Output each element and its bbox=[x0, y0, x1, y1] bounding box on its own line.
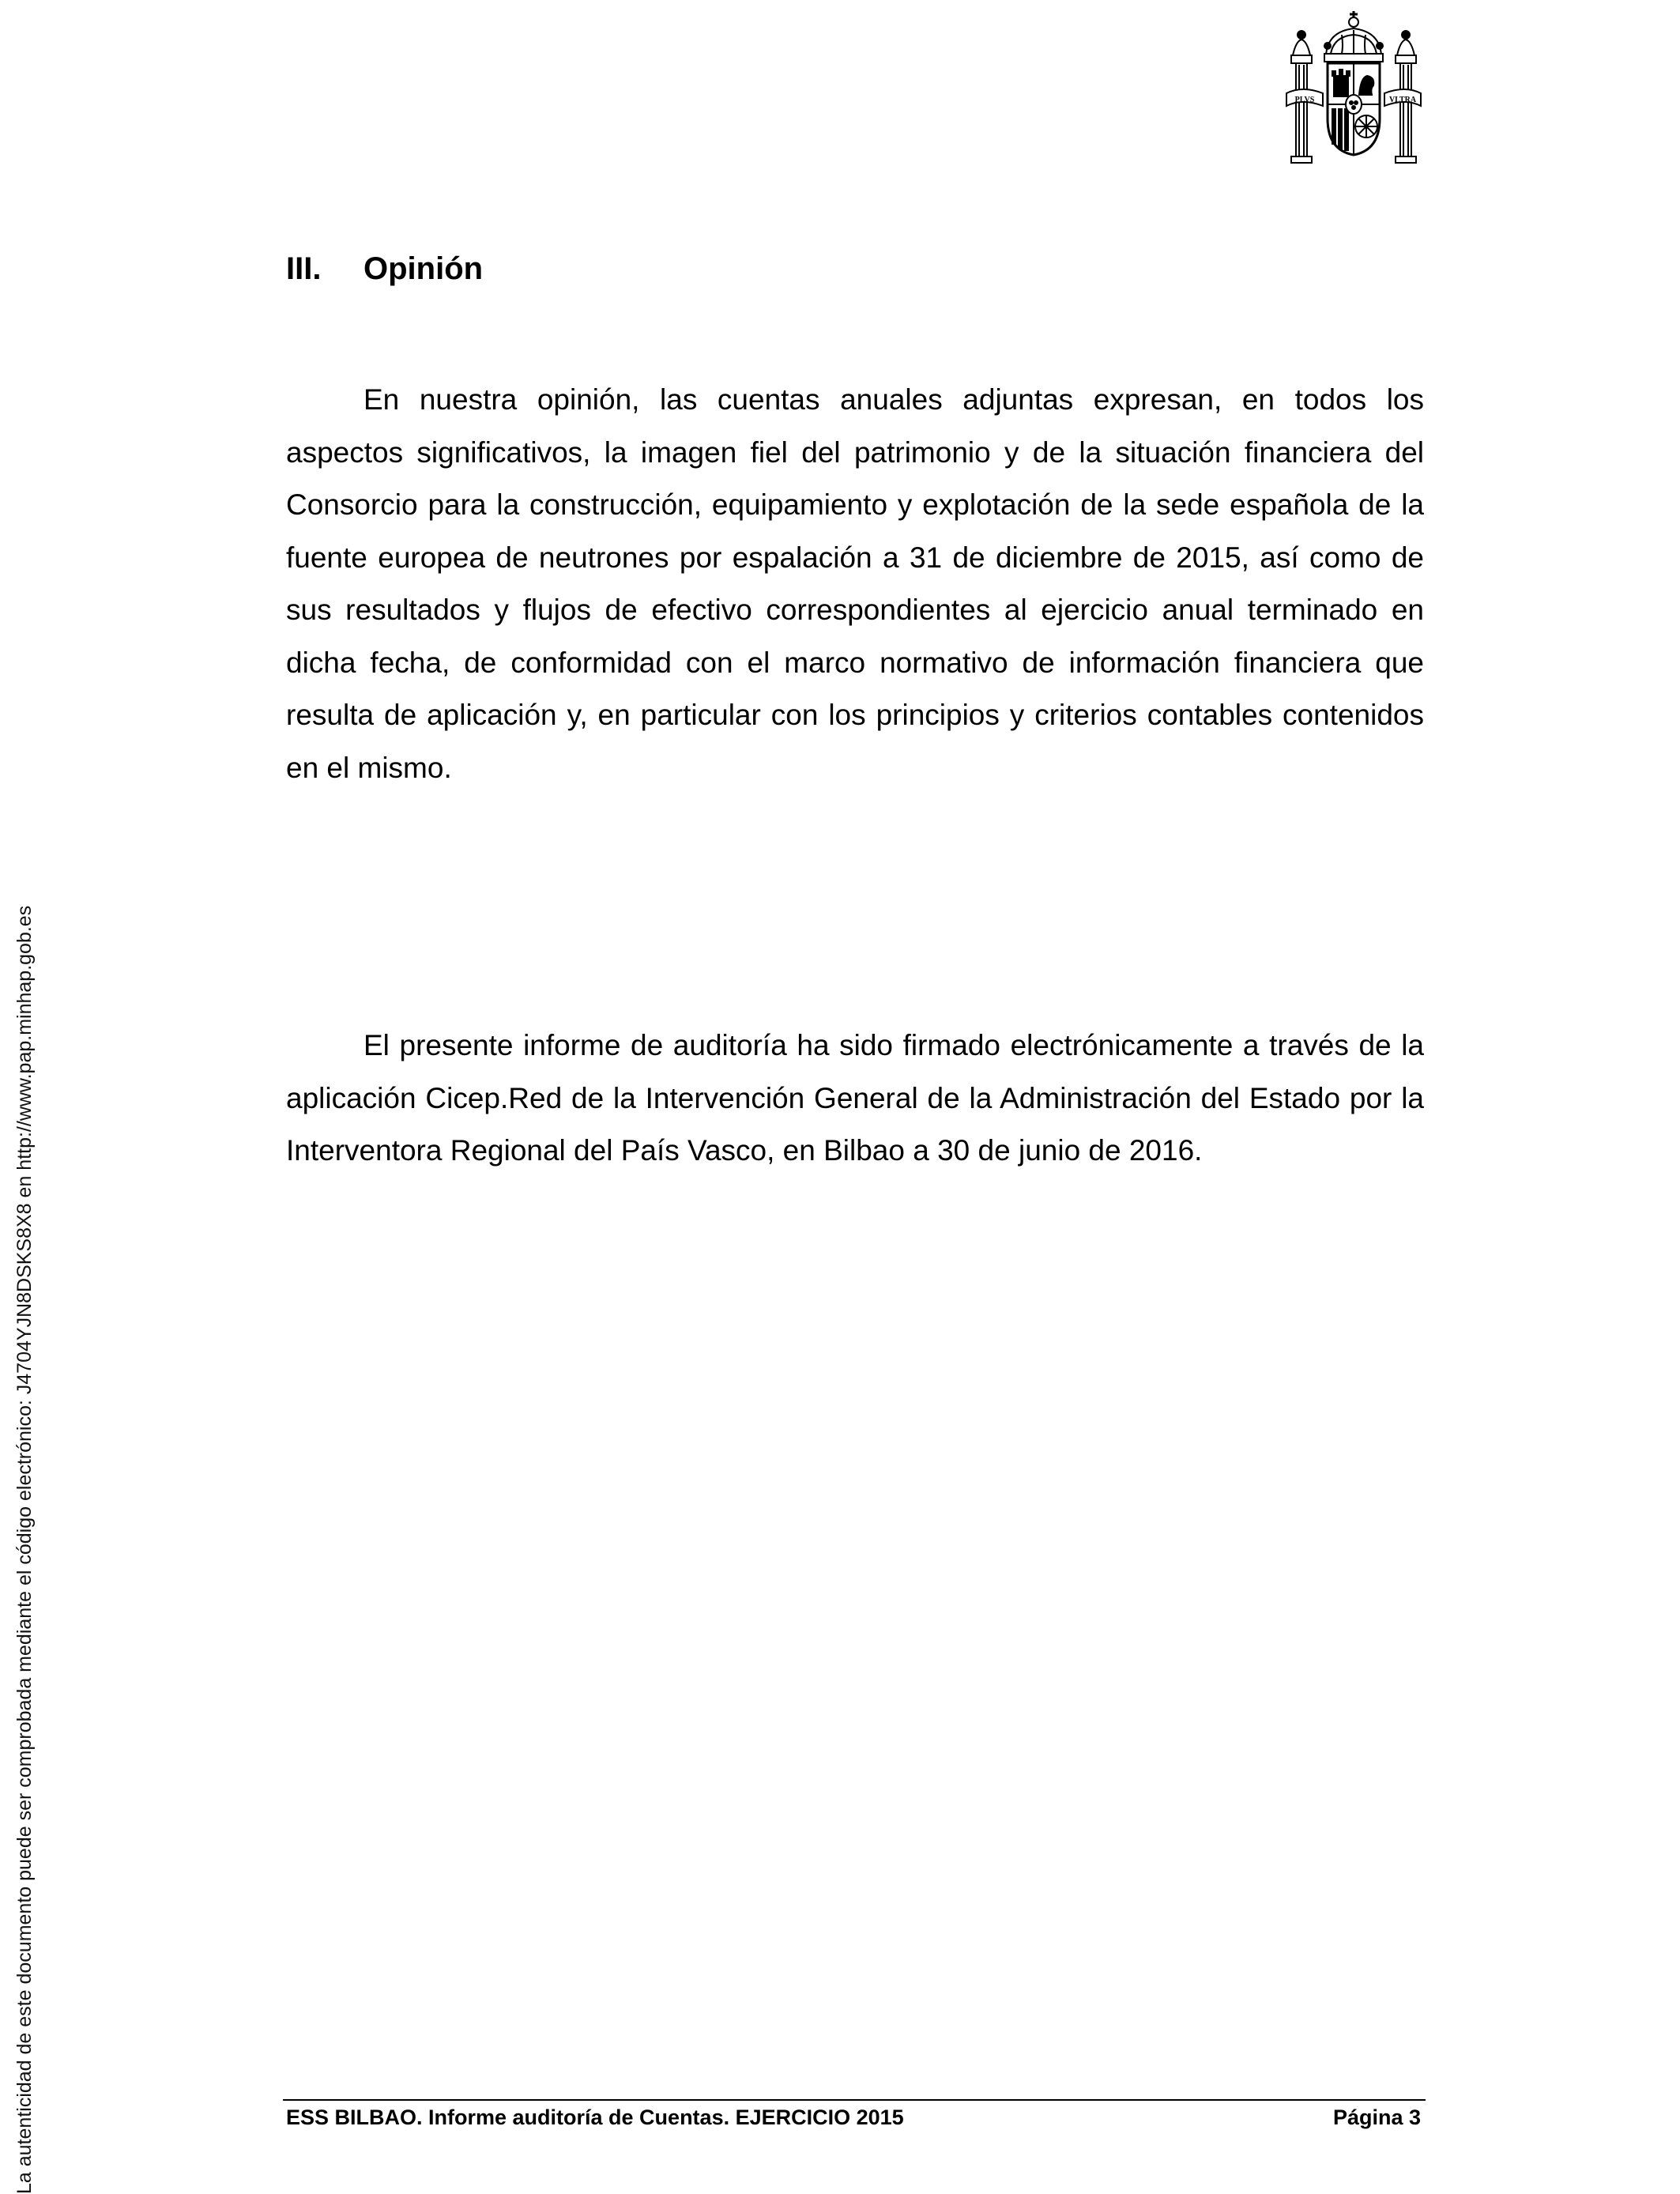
section-title: Opinión bbox=[363, 251, 484, 286]
spain-coat-of-arms-icon bbox=[1279, 0, 1429, 166]
opinion-paragraph: En nuestra opinión, las cuentas anuales adjuntas expresan, en todos los aspectos significativos, la imagen fiel del patrimonio y de la situación financiera del Consorcio para la construcción, equipamiento y explotación de la sede española de la fuente europea de neutrones por espalación a 31 de diciembre de 2015, así como de sus resultados y flujos de efectivo correspondientes al ejercicio anual terminado en dicha fecha, de conformidad con el marco normativo de información financiera que resulta de aplicación y, en particular con los principios y criterios contables contenidos en el mismo. bbox=[286, 383, 1424, 784]
verification-side-note: La autenticidad de este documento puede ser comprobada mediante el código electrónico: J4704YJN8DSKS8X8 en http://www.pap.minhap.gob.es bbox=[13, 905, 36, 2194]
footer-divider bbox=[283, 2099, 1426, 2101]
footer-report-title: ESS BILBAO. Informe auditoría de Cuentas. EJERCICIO 2015 bbox=[286, 2105, 904, 2129]
section-number: III. bbox=[286, 251, 322, 286]
section-heading bbox=[286, 251, 483, 287]
svg-text:VLTRA: VLTRA bbox=[1388, 96, 1417, 104]
signature-paragraph: El presente informe de auditoría ha sido firmado electrónicamente a través de la aplicación Cicep.Red de la Intervención General de la Administración del Estado por la Interventora Regional del País Vasco, en Bilbao a 30 de junio de 2016. bbox=[286, 1029, 1424, 1167]
footer-page-number: Página 3 bbox=[1332, 2105, 1421, 2129]
svg-text:PLVS: PLVS bbox=[1294, 96, 1315, 104]
